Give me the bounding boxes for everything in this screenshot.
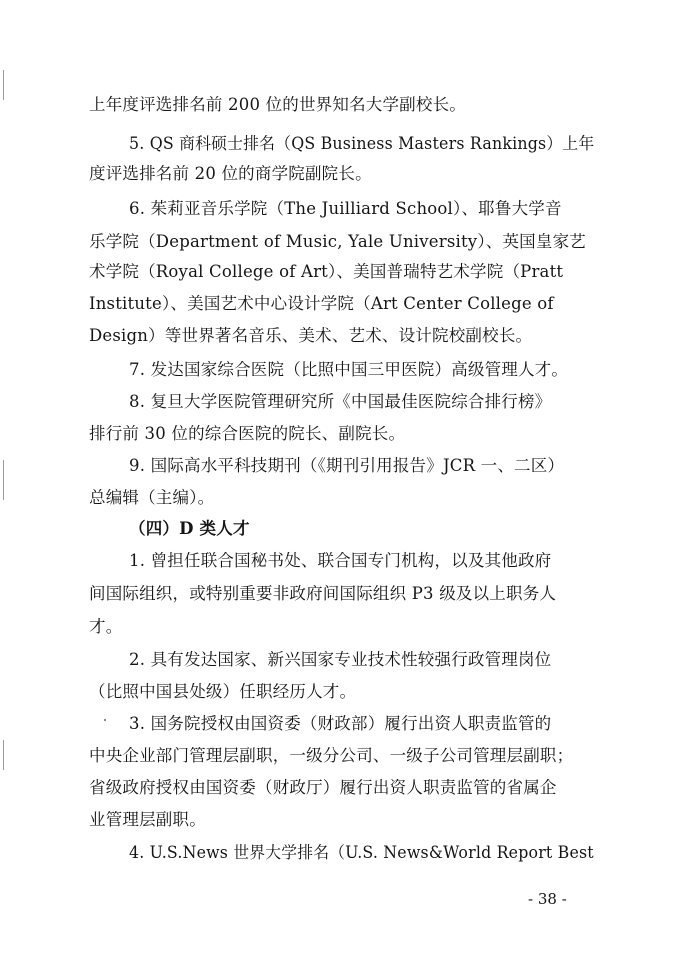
text-line: 3. 国务院授权由国资委（财政部）履行出资人职责监管的: [129, 714, 552, 733]
text-line: 间国际组织，或特别重要非政府间国际组织 P3 级及以上职务人: [89, 584, 557, 603]
text-line: 中央企业部门管理层副职，一级分公司、一级子公司管理层副职；: [89, 746, 574, 765]
section-heading: （四）D 类人才: [129, 519, 250, 538]
text-line: 5. QS 商科硕士排名（QS Business Masters Rankings）上年: [129, 134, 595, 153]
text-line: Institute）、美国艺术中心设计学院（Art Center College of: [89, 294, 554, 313]
text-line: Design）等世界著名音乐、美术、艺术、设计院校副校长。: [89, 326, 533, 345]
text-line: 上年度评选排名前 200 位的世界知名大学副校长。: [89, 95, 466, 114]
text-line: 9. 国际高水平科技期刊（《期刊引用报告》JCR 一、二区）: [129, 456, 565, 475]
scan-edge-mark: [3, 70, 4, 100]
text-line: 2. 具有发达国家、新兴国家专业技术性较强行政管理岗位: [129, 650, 552, 669]
text-line: 6. 茱莉亚音乐学院（The Juilliard School）、耶鲁大学音: [129, 199, 562, 218]
scan-edge-mark: [3, 460, 4, 500]
text-line: 4. U.S.News 世界大学排名（U.S. News&World Report Best: [129, 843, 594, 862]
page-number: - 38 -: [528, 890, 567, 908]
text-line: 业管理层副职。: [89, 810, 206, 829]
text-line: 排行前 30 位的综合医院的院长、副院长。: [89, 424, 406, 443]
text-line: 度评选排名前 20 位的商学院副院长。: [89, 164, 372, 183]
scan-edge-mark: [3, 740, 4, 770]
text-line: 8. 复旦大学医院管理研究所《中国最佳医院综合排行榜》: [129, 392, 552, 411]
text-line: 总编辑（主编）。: [89, 488, 215, 507]
text-line: 1. 曾担任联合国秘书处、联合国专门机构，以及其他政府: [129, 551, 552, 570]
text-line: 7. 发达国家综合医院（比照中国三甲医院）高级管理人才。: [129, 360, 569, 379]
text-line: 才。: [89, 617, 123, 636]
text-line: 省级政府授权由国资委（财政厅）履行出资人职责监管的省属企: [89, 778, 557, 797]
text-line: 术学院（Royal College of Art）、美国普瑞特艺术学院（Pratt: [89, 262, 564, 281]
text-line: （比照中国县处级）任职经历人才。: [89, 682, 357, 701]
text-line: 乐学院（Department of Music, Yale University）、英国皇家艺: [89, 232, 586, 251]
scan-speck: [104, 719, 106, 721]
